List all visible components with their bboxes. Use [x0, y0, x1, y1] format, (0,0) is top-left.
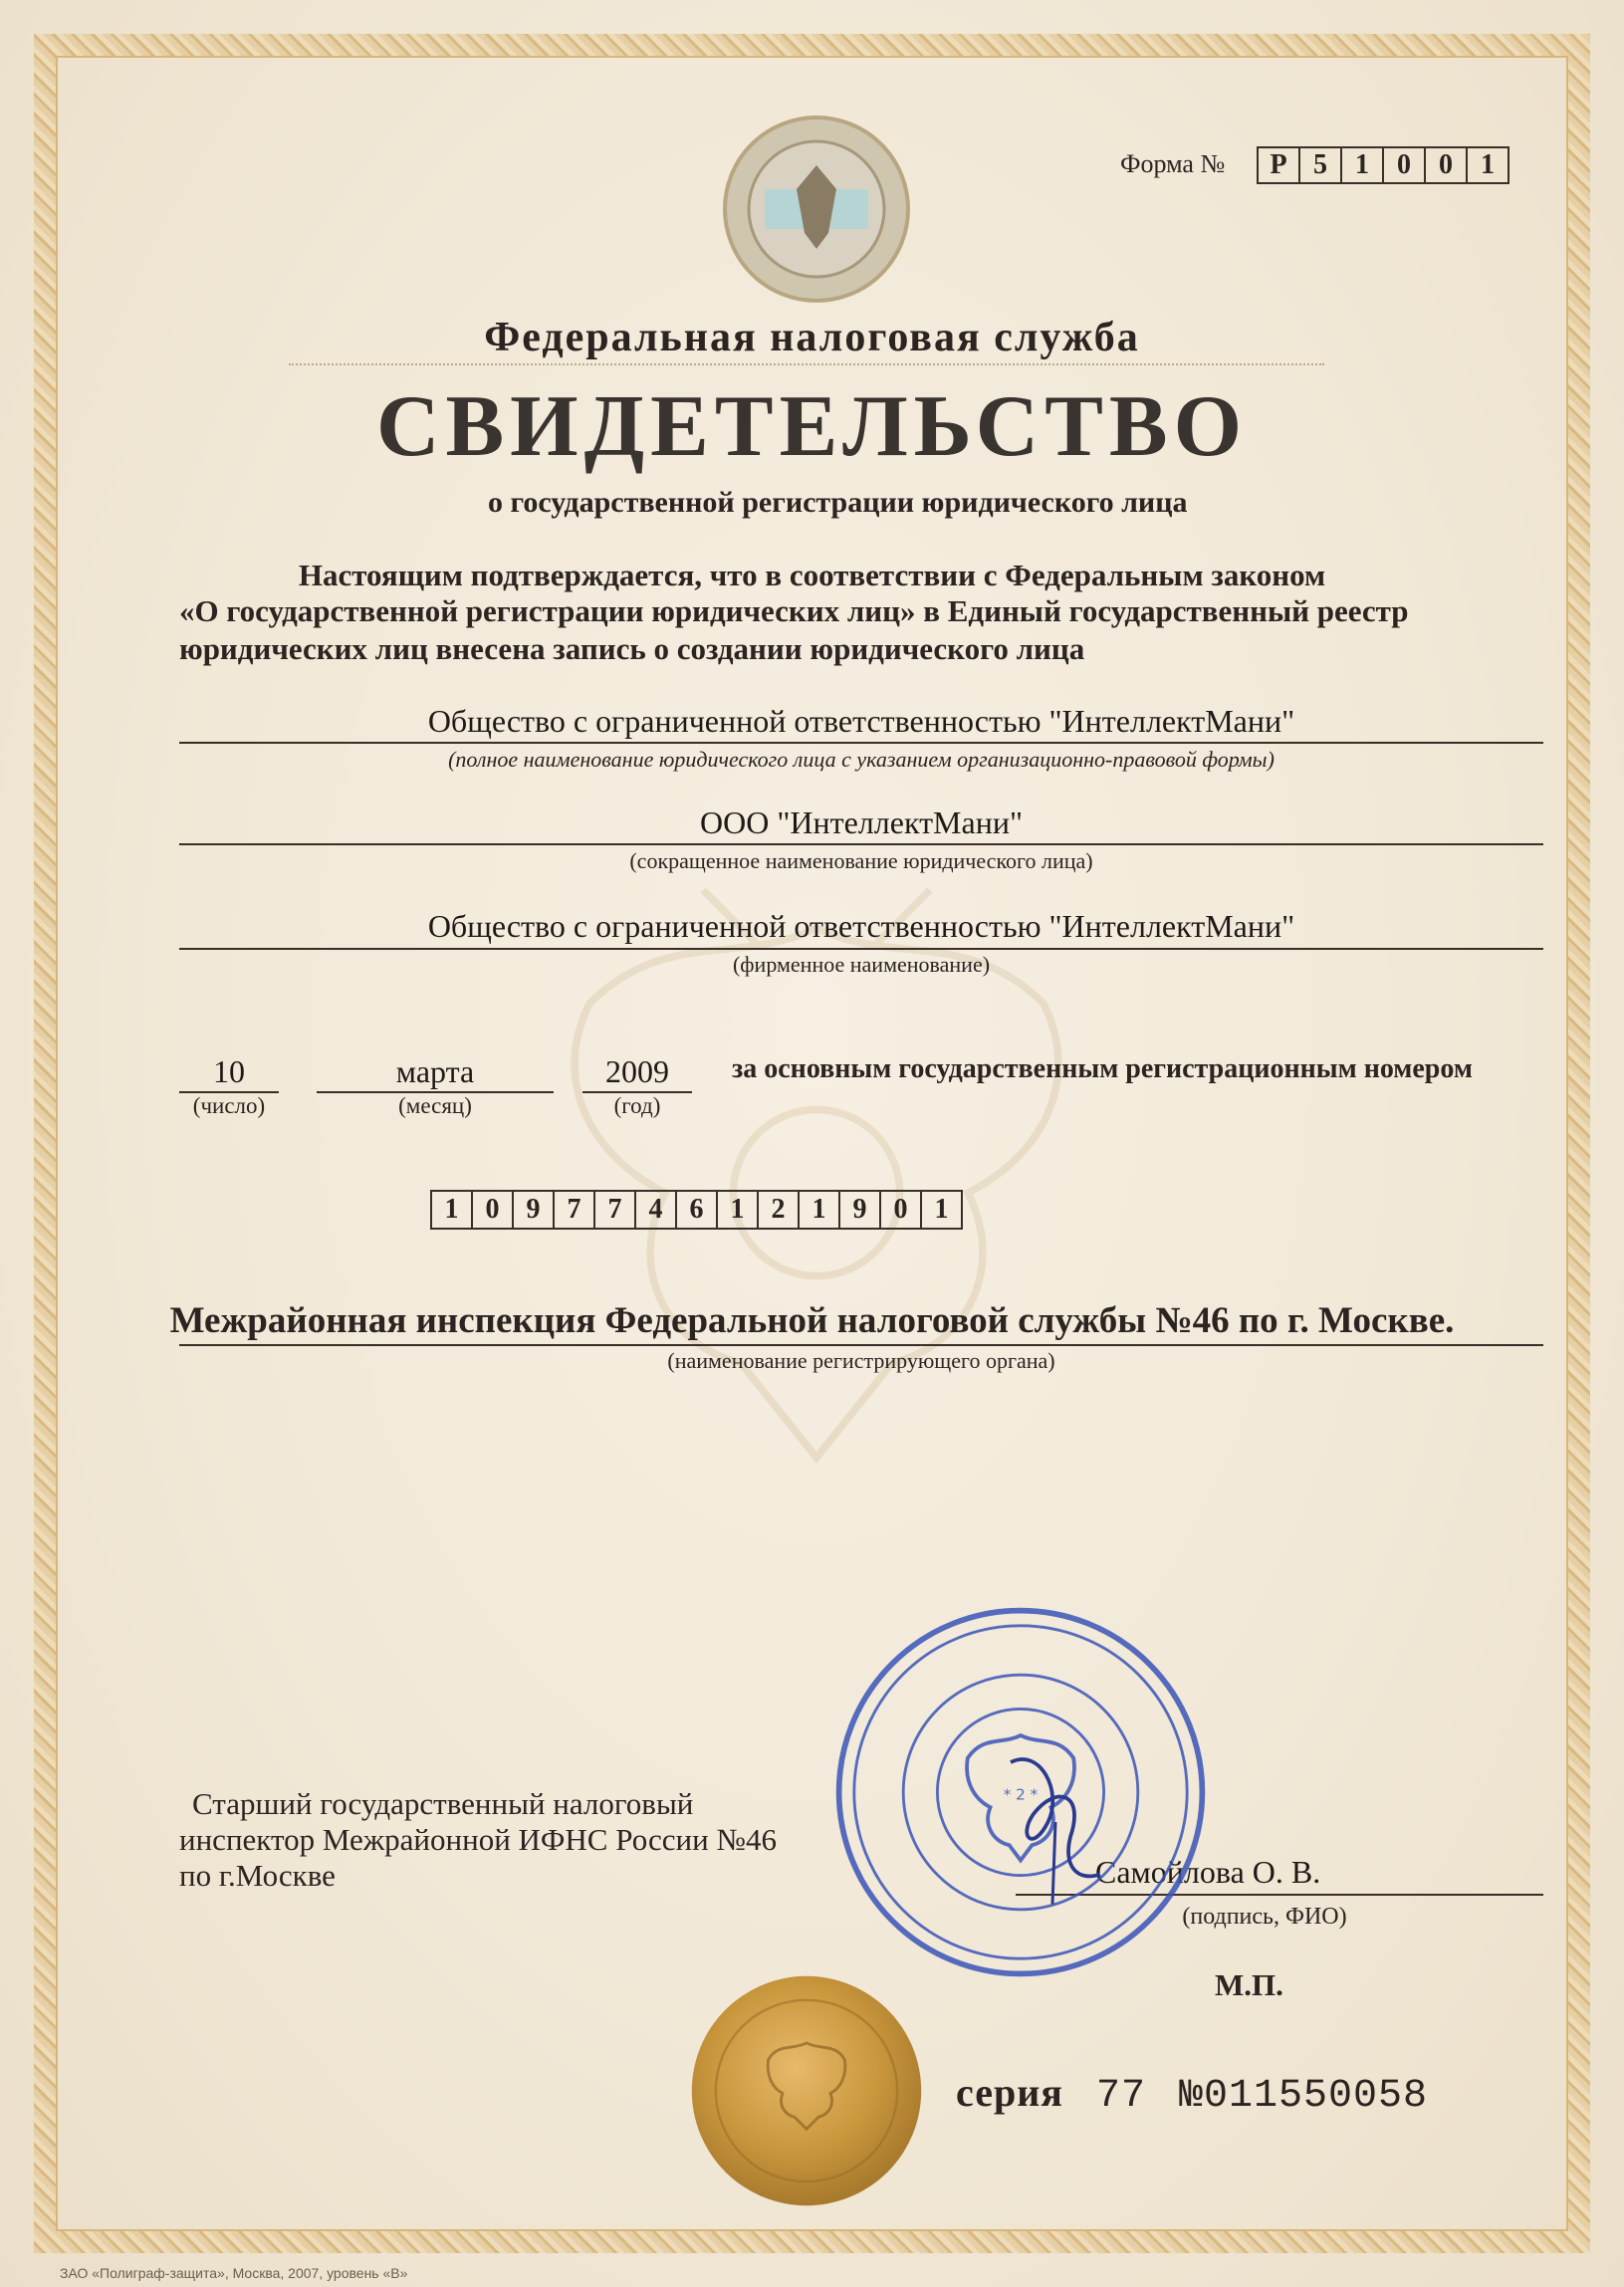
short-name-underline — [179, 843, 1543, 845]
date-month-caption: (месяц) — [398, 1093, 472, 1118]
hologram-emblem-icon — [717, 110, 916, 309]
ogrn-cells — [430, 1190, 963, 1230]
date-day-caption: (число) — [192, 1093, 266, 1118]
form-code-cell: Р — [1257, 146, 1300, 184]
full-name-value: Общество с ограниченной ответственностью "ИнтеллектМани" — [427, 703, 1295, 739]
ogrn-digit: 7 — [555, 1190, 595, 1230]
svg-text:* 2 *: * 2 * — [1003, 1785, 1039, 1804]
ogrn-digit: 1 — [922, 1190, 963, 1230]
printer-imprint: ЗАО «Полиграф-защита», Москва, 2007, уровень «В» — [60, 2265, 408, 2281]
statement-line-2: «О государственной регистрации юридических лиц» в Единый государственный реестр — [179, 593, 1409, 628]
statement-line-3: юридических лиц внесена запись о создании юридического лица — [179, 631, 1085, 666]
date-month-value: марта — [395, 1053, 475, 1089]
ogrn-digit: 1 — [718, 1190, 759, 1230]
series-label: серия — [956, 2070, 1063, 2115]
short-name-caption: (сокращенное наименование юридического лица) — [629, 848, 1093, 873]
certificate-title: СВИДЕТЕЛЬСТВО — [375, 378, 1249, 475]
ogrn-digit: 9 — [514, 1190, 555, 1230]
handwritten-signature-icon — [976, 1732, 1135, 1912]
ogrn-digit: 2 — [759, 1190, 800, 1230]
full-name-underline — [179, 742, 1543, 744]
date-day-value: 10 — [213, 1053, 245, 1089]
issuer-title: Федеральная налоговая служба — [484, 315, 1140, 360]
ogrn-digit: 7 — [595, 1190, 636, 1230]
signatory-title-line-3: по г.Москве — [179, 1858, 336, 1893]
form-code-cell: 0 — [1384, 146, 1426, 184]
certificate-subtitle: о государственной регистрации юридического лица — [488, 486, 1188, 519]
form-code-cell: 5 — [1300, 146, 1342, 184]
signatory-title-line-2: инспектор Межрайонной ИФНС России №46 — [179, 1822, 777, 1857]
date-year-value: 2009 — [605, 1053, 669, 1089]
form-code-cell: 1 — [1468, 146, 1509, 184]
ogrn-digit: 1 — [800, 1190, 840, 1230]
series-block — [956, 2069, 1428, 2119]
short-name-value: ООО "ИнтеллектМани" — [699, 804, 1024, 840]
brand-name-value: Общество с ограниченной ответственностью "ИнтеллектМани" — [427, 908, 1295, 944]
ogrn-digit: 0 — [881, 1190, 922, 1230]
date-year-caption: (год) — [613, 1093, 661, 1118]
series-code: 77 — [1095, 2074, 1146, 2119]
eagle-watermark-icon — [428, 777, 1205, 1533]
registering-authority-value: Межрайонная инспекция Федеральной налоговой службы №46 по г. Москве. — [169, 1300, 1455, 1341]
form-code-cell: 1 — [1342, 146, 1384, 184]
ogrn-digit: 1 — [430, 1190, 473, 1230]
brand-name-underline — [179, 948, 1543, 950]
signatory-name: Самойлова О. В. — [1095, 1854, 1321, 1890]
series-number: №011550058 — [1178, 2074, 1428, 2119]
ogrn-digit: 6 — [677, 1190, 718, 1230]
issuer-divider — [289, 363, 1324, 365]
authority-underline — [179, 1344, 1543, 1346]
seal-placeholder-label: М.П. — [1215, 1967, 1283, 2002]
statement-line-1: Настоящим подтверждается, что в соответствии с Федеральным законом — [298, 558, 1326, 592]
registration-number-label: за основным государственным регистрационным номером — [732, 1053, 1473, 1084]
form-code-cells — [1257, 146, 1509, 184]
ogrn-digit: 9 — [840, 1190, 881, 1230]
full-name-caption: (полное наименование юридического лица с указанием организационно-правовой формы) — [448, 747, 1275, 772]
form-code-cell: 0 — [1426, 146, 1468, 184]
signature-caption: (подпись, ФИО) — [1182, 1904, 1347, 1930]
brand-name-caption: (фирменное наименование) — [732, 952, 991, 977]
signatory-title-line-1: Старший государственный налоговый — [192, 1786, 694, 1821]
ogrn-digit: 4 — [636, 1190, 677, 1230]
authority-caption: (наименование регистрирующего органа) — [667, 1348, 1055, 1373]
form-number-label: Форма № — [1120, 149, 1226, 178]
ogrn-digit: 0 — [473, 1190, 514, 1230]
gold-seal-icon — [687, 1971, 926, 2210]
